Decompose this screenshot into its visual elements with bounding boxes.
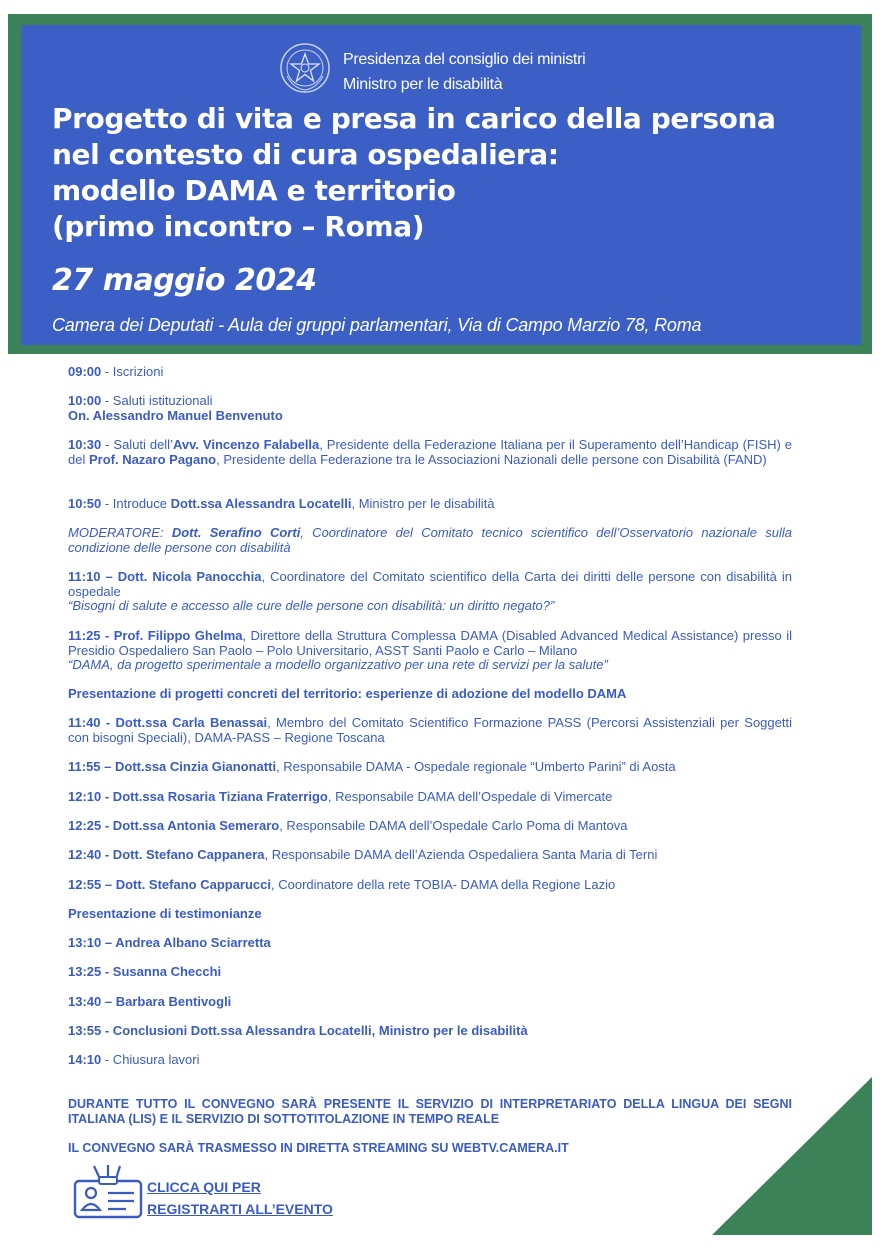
event-title	[52, 101, 852, 245]
program-item: 12:55 – Dott. Stefano Capparucci, Coordinatore della rete TOBIA- DAMA della Regione Lazio	[68, 877, 616, 892]
title-line: nel contesto di cura ospedaliera:	[52, 138, 559, 171]
program-item: 11:40 - Dott.ssa Carla Benassai, Membro del Comitato Scientifico Formazione PASS (Percorsi Assistenziali per Soggetti con bisogni Speciali), DAMA-PASS – Regione Toscana	[68, 715, 792, 745]
program-item: 14:10 - Chiusura lavori	[68, 1052, 200, 1067]
italian-republic-emblem-icon	[279, 42, 331, 94]
program-item: 12:10 - Dott.ssa Rosaria Tiziana Fraterrigo, Responsabile DAMA dell’Ospedale di Vimercate	[68, 789, 613, 804]
corner-triangle-decoration	[712, 1077, 872, 1235]
title-line: (primo incontro – Roma)	[52, 210, 425, 243]
program-item: 11:10 – Dott. Nicola Panocchia, Coordinatore del Comitato scientifico della Carta dei diritti delle persone con disabilità in ospedale “Bisogni di salute e accesso alle cure delle persone con disabilità: un diritto negato?”	[68, 569, 792, 613]
org-line-2: Ministro per le disabilità	[343, 76, 503, 93]
moderator: MODERATORE: Dott. Serafino Corti, Coordinatore del Comitato tecnico scientifico dell’Osservatorio nazionale sulla condizione delle persone con disabilità	[68, 525, 792, 555]
title-line: modello DAMA e territorio	[52, 174, 456, 207]
registration-line-1[interactable]: CLICCA QUI PER	[147, 1179, 261, 1195]
event-date: 27 maggio 2024	[52, 263, 317, 298]
lis-notice: DURANTE TUTTO IL CONVEGNO SARÀ PRESENTE IL SERVIZIO DI INTERPRETARIATO DELLA LINGUA DEI SEGNI ITALIANA (LIS) E IL SERVIZIO DI SOTTOTITOLAZIONE IN TEMPO REALE	[68, 1097, 792, 1126]
org-line-1: Presidenza del consiglio dei ministri	[343, 51, 586, 68]
title-line: Progetto di vita e presa in carico della persona	[52, 102, 776, 135]
section-heading: Presentazione di progetti concreti del territorio: esperienze di adozione del modello DAMA	[68, 686, 627, 701]
program-item: 11:25 - Prof. Filippo Ghelma, Direttore della Struttura Complessa DAMA (Disabled Advanced Medical Assistance) presso il Presidio Ospedaliero San Paolo – Polo Universitario, ASST Santi Paolo e Carlo – Milano “DAMA, da progetto sperimentale a modello organizzativo per una rete di servizi per la salute”	[68, 628, 792, 672]
registration-link[interactable]	[147, 1176, 333, 1220]
id-badge-icon[interactable]	[72, 1163, 144, 1219]
program-item: 13:10 – Andrea Albano Sciarretta	[68, 935, 271, 950]
organization-name	[343, 47, 585, 97]
program-item: 10:50 - Introduce Dott.ssa Alessandra Locatelli, Ministro per le disabilità	[68, 496, 495, 511]
registration-line-2[interactable]: REGISTRARTI ALL’EVENTO	[147, 1201, 333, 1217]
header-banner	[21, 25, 861, 345]
program-item: 10:30 - Saluti dell’Avv. Vincenzo Falabella, Presidente della Federazione Italiana per il Superamento dell’Handicap (FISH) e del Prof. Nazaro Pagano, Presidente della Federazione tra le Associazioni Nazionali delle persone con Disabilità (FAND)	[68, 437, 792, 467]
program-item: 10:00 - Saluti istituzionali On. Alessandro Manuel Benvenuto	[68, 393, 283, 423]
program-item: 11:55 – Dott.ssa Cinzia Gianonatti, Responsabile DAMA - Ospedale regionale “Umberto Parini” di Aosta	[68, 759, 676, 774]
program-item: 13:40 – Barbara Bentivogli	[68, 994, 232, 1009]
program-item: 09:00 - Iscrizioni	[68, 364, 164, 379]
event-venue: Camera dei Deputati - Aula dei gruppi parlamentari, Via di Campo Marzio 78, Roma	[52, 315, 702, 335]
program-item: 12:40 - Dott. Stefano Cappanera, Responsabile DAMA dell’Azienda Ospedaliera Santa Maria di Terni	[68, 847, 658, 862]
program-item: 13:25 - Susanna Checchi	[68, 964, 222, 979]
program-item: 13:55 - Conclusioni Dott.ssa Alessandra Locatelli, Ministro per le disabilità	[68, 1023, 528, 1038]
section-heading: Presentazione di testimonianze	[68, 906, 262, 921]
streaming-notice: IL CONVEGNO SARÀ TRASMESSO IN DIRETTA STREAMING SU WEBTV.CAMERA.IT	[68, 1141, 569, 1155]
program-item: 12:25 - Dott.ssa Antonia Semeraro, Responsabile DAMA dell’Ospedale Carlo Poma di Mantova	[68, 818, 628, 833]
